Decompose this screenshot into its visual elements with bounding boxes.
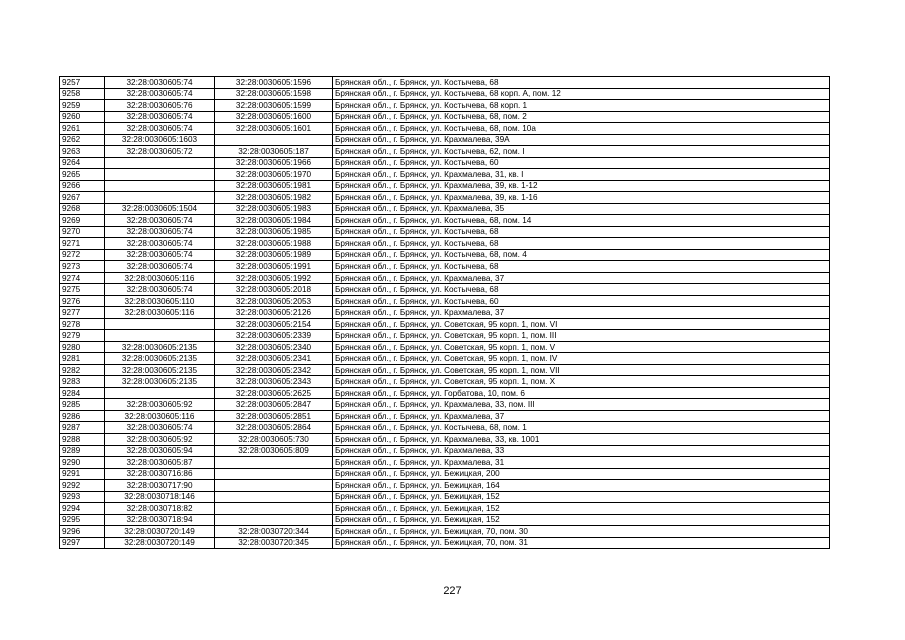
object-cadastral-cell: 32:28:0030605:2851 [215, 410, 333, 422]
row-number-cell: 9266 [60, 180, 105, 192]
address-cell: Брянская обл., г. Брянск, ул. Костычева, 68, пом. 10а [333, 123, 830, 135]
address-cell: Брянская обл., г. Брянск, ул. Костычева, 68 корп. 1 [333, 100, 830, 112]
row-number-cell: 9275 [60, 284, 105, 296]
parcel-cadastral-cell: 32:28:0030605:116 [105, 307, 215, 319]
address-cell: Брянская обл., г. Брянск, ул. Костычева, 68, пом. 2 [333, 111, 830, 123]
parcel-cadastral-cell: 32:28:0030605:2135 [105, 353, 215, 365]
row-number-cell: 9282 [60, 364, 105, 376]
row-number-cell: 9273 [60, 261, 105, 273]
row-number-cell: 9287 [60, 422, 105, 434]
table-row [60, 226, 830, 238]
parcel-cadastral-cell: 32:28:0030605:74 [105, 226, 215, 238]
object-cadastral-cell: 32:28:0030605:2339 [215, 330, 333, 342]
object-cadastral-cell [215, 468, 333, 480]
object-cadastral-cell: 32:28:0030605:2126 [215, 307, 333, 319]
address-cell: Брянская обл., г. Брянск, ул. Бежицкая, 200 [333, 468, 830, 480]
object-cadastral-cell: 32:28:0030605:2341 [215, 353, 333, 365]
row-number-cell: 9292 [60, 480, 105, 492]
object-cadastral-cell: 32:28:0030605:2864 [215, 422, 333, 434]
page-number: 227 [443, 585, 462, 597]
parcel-cadastral-cell: 32:28:0030718:82 [105, 503, 215, 515]
row-number-cell: 9283 [60, 376, 105, 388]
address-cell: Брянская обл., г. Брянск, ул. Костычева, 60 [333, 295, 830, 307]
address-cell: Брянская обл., г. Брянск, ул. Крахмалева, 37 [333, 272, 830, 284]
address-cell: Брянская обл., г. Брянск, ул. Бежицкая, 70, пом. 31 [333, 537, 830, 549]
address-cell: Брянская обл., г. Брянск, ул. Крахмалева, 33 [333, 445, 830, 457]
table-row [60, 353, 830, 365]
address-cell: Брянская обл., г. Брянск, ул. Бежицкая, 70, пом. 30 [333, 526, 830, 538]
address-cell: Брянская обл., г. Брянск, ул. Костычева, 68, пом. 14 [333, 215, 830, 227]
address-cell: Брянская обл., г. Брянск, ул. Крахмалева, 39, кв. 1-12 [333, 180, 830, 192]
table-row [60, 330, 830, 342]
row-number-cell: 9296 [60, 526, 105, 538]
object-cadastral-cell: 32:28:0030605:1600 [215, 111, 333, 123]
row-number-cell: 9270 [60, 226, 105, 238]
parcel-cadastral-cell: 32:28:0030605:116 [105, 272, 215, 284]
table-row [60, 433, 830, 445]
address-cell: Брянская обл., г. Брянск, ул. Костычева, 60 [333, 157, 830, 169]
parcel-cadastral-cell: 32:28:0030718:146 [105, 491, 215, 503]
table-row [60, 169, 830, 181]
parcel-cadastral-cell: 32:28:0030605:116 [105, 410, 215, 422]
row-number-cell: 9279 [60, 330, 105, 342]
table-row [60, 284, 830, 296]
parcel-cadastral-cell: 32:28:0030605:110 [105, 295, 215, 307]
object-cadastral-cell: 32:28:0030605:2053 [215, 295, 333, 307]
object-cadastral-cell: 32:28:0030605:2847 [215, 399, 333, 411]
parcel-cadastral-cell [105, 169, 215, 181]
table-row [60, 410, 830, 422]
object-cadastral-cell: 32:28:0030605:1596 [215, 77, 333, 89]
row-number-cell: 9288 [60, 433, 105, 445]
address-cell: Брянская обл., г. Брянск, ул. Крахмалева, 33, пом. III [333, 399, 830, 411]
address-cell: Брянская обл., г. Брянск, ул. Горбатова, 10, пом. 6 [333, 387, 830, 399]
row-number-cell: 9269 [60, 215, 105, 227]
address-cell: Брянская обл., г. Брянск, ул. Крахмалева, 31 [333, 457, 830, 469]
parcel-cadastral-cell: 32:28:0030605:74 [105, 261, 215, 273]
address-cell: Брянская обл., г. Брянск, ул. Крахмалева, 33, кв. 1001 [333, 433, 830, 445]
table-row [60, 238, 830, 250]
object-cadastral-cell: 32:28:0030605:809 [215, 445, 333, 457]
parcel-cadastral-cell: 32:28:0030605:74 [105, 88, 215, 100]
object-cadastral-cell: 32:28:0030605:1991 [215, 261, 333, 273]
object-cadastral-cell: 32:28:0030605:1989 [215, 249, 333, 261]
table-row [60, 192, 830, 204]
parcel-cadastral-cell: 32:28:0030718:94 [105, 514, 215, 526]
table-row [60, 272, 830, 284]
address-cell: Брянская обл., г. Брянск, ул. Бежицкая, 152 [333, 514, 830, 526]
object-cadastral-cell: 32:28:0030605:2154 [215, 318, 333, 330]
row-number-cell: 9264 [60, 157, 105, 169]
object-cadastral-cell: 32:28:0030605:1601 [215, 123, 333, 135]
row-number-cell: 9260 [60, 111, 105, 123]
parcel-cadastral-cell: 32:28:0030605:74 [105, 249, 215, 261]
parcel-cadastral-cell: 32:28:0030720:149 [105, 537, 215, 549]
object-cadastral-cell: 32:28:0030605:1982 [215, 192, 333, 204]
address-cell: Брянская обл., г. Брянск, ул. Крахмалева, 35 [333, 203, 830, 215]
table-row [60, 146, 830, 158]
table-row [60, 123, 830, 135]
address-cell: Брянская обл., г. Брянск, ул. Крахмалева, 39А [333, 134, 830, 146]
parcel-cadastral-cell [105, 318, 215, 330]
row-number-cell: 9271 [60, 238, 105, 250]
row-number-cell: 9278 [60, 318, 105, 330]
row-number-cell: 9297 [60, 537, 105, 549]
row-number-cell: 9261 [60, 123, 105, 135]
address-cell: Брянская обл., г. Брянск, ул. Советская, 95 корп. 1, пом. III [333, 330, 830, 342]
parcel-cadastral-cell: 32:28:0030605:74 [105, 238, 215, 250]
table-row [60, 100, 830, 112]
parcel-cadastral-cell: 32:28:0030605:1504 [105, 203, 215, 215]
row-number-cell: 9262 [60, 134, 105, 146]
table-row [60, 111, 830, 123]
table-body [60, 77, 830, 549]
table-row [60, 157, 830, 169]
parcel-cadastral-cell: 32:28:0030605:74 [105, 422, 215, 434]
table-row [60, 526, 830, 538]
table-row [60, 537, 830, 549]
address-cell: Брянская обл., г. Брянск, ул. Крахмалева, 39, кв. 1-16 [333, 192, 830, 204]
row-number-cell: 9257 [60, 77, 105, 89]
address-cell: Брянская обл., г. Брянск, ул. Бежицкая, 164 [333, 480, 830, 492]
table-row [60, 180, 830, 192]
table-row [60, 480, 830, 492]
parcel-cadastral-cell: 32:28:0030605:2135 [105, 341, 215, 353]
table-row [60, 445, 830, 457]
object-cadastral-cell [215, 503, 333, 515]
address-cell: Брянская обл., г. Брянск, ул. Костычева, 62, пом. I [333, 146, 830, 158]
object-cadastral-cell: 32:28:0030720:345 [215, 537, 333, 549]
parcel-cadastral-cell: 32:28:0030605:74 [105, 111, 215, 123]
object-cadastral-cell: 32:28:0030605:2340 [215, 341, 333, 353]
parcel-cadastral-cell: 32:28:0030605:92 [105, 433, 215, 445]
table-row [60, 249, 830, 261]
address-cell: Брянская обл., г. Брянск, ул. Костычева, 68 [333, 238, 830, 250]
table-row [60, 514, 830, 526]
row-number-cell: 9289 [60, 445, 105, 457]
parcel-cadastral-cell: 32:28:0030605:1603 [105, 134, 215, 146]
address-cell: Брянская обл., г. Брянск, ул. Советская, 95 корп. 1, пом. X [333, 376, 830, 388]
object-cadastral-cell [215, 134, 333, 146]
row-number-cell: 9285 [60, 399, 105, 411]
address-cell: Брянская обл., г. Брянск, ул. Советская, 95 корп. 1, пом. VI [333, 318, 830, 330]
object-cadastral-cell [215, 514, 333, 526]
row-number-cell: 9263 [60, 146, 105, 158]
table-row [60, 468, 830, 480]
table-row [60, 399, 830, 411]
table-row [60, 215, 830, 227]
table-row [60, 77, 830, 89]
object-cadastral-cell: 32:28:0030605:1988 [215, 238, 333, 250]
row-number-cell: 9267 [60, 192, 105, 204]
parcel-cadastral-cell [105, 192, 215, 204]
row-number-cell: 9268 [60, 203, 105, 215]
parcel-cadastral-cell: 32:28:0030605:87 [105, 457, 215, 469]
parcel-cadastral-cell: 32:28:0030605:76 [105, 100, 215, 112]
object-cadastral-cell: 32:28:0030605:2625 [215, 387, 333, 399]
object-cadastral-cell: 32:28:0030605:2018 [215, 284, 333, 296]
table-row [60, 88, 830, 100]
object-cadastral-cell: 32:28:0030605:1984 [215, 215, 333, 227]
address-cell: Брянская обл., г. Брянск, ул. Костычева, 68 [333, 226, 830, 238]
address-cell: Брянская обл., г. Брянск, ул. Советская, 95 корп. 1, пом. VII [333, 364, 830, 376]
table-row [60, 457, 830, 469]
row-number-cell: 9265 [60, 169, 105, 181]
row-number-cell: 9294 [60, 503, 105, 515]
address-cell: Брянская обл., г. Брянск, ул. Советская, 95 корп. 1, пом. IV [333, 353, 830, 365]
object-cadastral-cell: 32:28:0030605:1983 [215, 203, 333, 215]
address-cell: Брянская обл., г. Брянск, ул. Костычева, 68, пом. 1 [333, 422, 830, 434]
table-row [60, 203, 830, 215]
address-cell: Брянская обл., г. Брянск, ул. Советская, 95 корп. 1, пом. V [333, 341, 830, 353]
table-row [60, 134, 830, 146]
row-number-cell: 9258 [60, 88, 105, 100]
object-cadastral-cell: 32:28:0030605:1981 [215, 180, 333, 192]
address-cell: Брянская обл., г. Брянск, ул. Костычева, 68 [333, 77, 830, 89]
parcel-cadastral-cell: 32:28:0030720:149 [105, 526, 215, 538]
table-row [60, 503, 830, 515]
parcel-cadastral-cell: 32:28:0030605:74 [105, 284, 215, 296]
parcel-cadastral-cell: 32:28:0030605:92 [105, 399, 215, 411]
table-row [60, 387, 830, 399]
row-number-cell: 9295 [60, 514, 105, 526]
object-cadastral-cell [215, 491, 333, 503]
table-row [60, 295, 830, 307]
address-cell: Брянская обл., г. Брянск, ул. Костычева, 68 корп. А, пом. 12 [333, 88, 830, 100]
address-cell: Брянская обл., г. Брянск, ул. Крахмалева, 37 [333, 307, 830, 319]
row-number-cell: 9293 [60, 491, 105, 503]
object-cadastral-cell: 32:28:0030605:1992 [215, 272, 333, 284]
address-cell: Брянская обл., г. Брянск, ул. Крахмалева, 37 [333, 410, 830, 422]
row-number-cell: 9259 [60, 100, 105, 112]
parcel-cadastral-cell: 32:28:0030716:86 [105, 468, 215, 480]
object-cadastral-cell: 32:28:0030605:730 [215, 433, 333, 445]
address-cell: Брянская обл., г. Брянск, ул. Бежицкая, 152 [333, 503, 830, 515]
parcel-cadastral-cell [105, 387, 215, 399]
table-row [60, 318, 830, 330]
address-cell: Брянская обл., г. Брянск, ул. Костычева, 68 [333, 284, 830, 296]
table-row [60, 261, 830, 273]
parcel-cadastral-cell [105, 157, 215, 169]
object-cadastral-cell [215, 480, 333, 492]
parcel-cadastral-cell: 32:28:0030605:74 [105, 215, 215, 227]
row-number-cell: 9276 [60, 295, 105, 307]
object-cadastral-cell: 32:28:0030605:1966 [215, 157, 333, 169]
table-row [60, 341, 830, 353]
address-cell: Брянская обл., г. Брянск, ул. Костычева, 68, пом. 4 [333, 249, 830, 261]
object-cadastral-cell: 32:28:0030605:2343 [215, 376, 333, 388]
table-row [60, 364, 830, 376]
object-cadastral-cell: 32:28:0030605:1598 [215, 88, 333, 100]
parcel-cadastral-cell [105, 180, 215, 192]
parcel-cadastral-cell [105, 330, 215, 342]
cadastral-table [59, 76, 830, 549]
parcel-cadastral-cell: 32:28:0030717:90 [105, 480, 215, 492]
address-cell: Брянская обл., г. Брянск, ул. Костычева, 68 [333, 261, 830, 273]
row-number-cell: 9284 [60, 387, 105, 399]
address-cell: Брянская обл., г. Брянск, ул. Крахмалева, 31, кв. I [333, 169, 830, 181]
object-cadastral-cell: 32:28:0030605:1985 [215, 226, 333, 238]
row-number-cell: 9274 [60, 272, 105, 284]
object-cadastral-cell: 32:28:0030605:187 [215, 146, 333, 158]
table-row [60, 307, 830, 319]
parcel-cadastral-cell: 32:28:0030605:2135 [105, 376, 215, 388]
object-cadastral-cell: 32:28:0030605:1599 [215, 100, 333, 112]
table-row [60, 491, 830, 503]
table-row [60, 376, 830, 388]
object-cadastral-cell: 32:28:0030605:2342 [215, 364, 333, 376]
parcel-cadastral-cell: 32:28:0030605:2135 [105, 364, 215, 376]
object-cadastral-cell [215, 457, 333, 469]
row-number-cell: 9290 [60, 457, 105, 469]
parcel-cadastral-cell: 32:28:0030605:72 [105, 146, 215, 158]
parcel-cadastral-cell: 32:28:0030605:74 [105, 77, 215, 89]
parcel-cadastral-cell: 32:28:0030605:74 [105, 123, 215, 135]
row-number-cell: 9286 [60, 410, 105, 422]
address-cell: Брянская обл., г. Брянск, ул. Бежицкая, 152 [333, 491, 830, 503]
row-number-cell: 9277 [60, 307, 105, 319]
row-number-cell: 9281 [60, 353, 105, 365]
parcel-cadastral-cell: 32:28:0030605:94 [105, 445, 215, 457]
object-cadastral-cell: 32:28:0030720:344 [215, 526, 333, 538]
row-number-cell: 9272 [60, 249, 105, 261]
row-number-cell: 9291 [60, 468, 105, 480]
row-number-cell: 9280 [60, 341, 105, 353]
object-cadastral-cell: 32:28:0030605:1970 [215, 169, 333, 181]
table-row [60, 422, 830, 434]
